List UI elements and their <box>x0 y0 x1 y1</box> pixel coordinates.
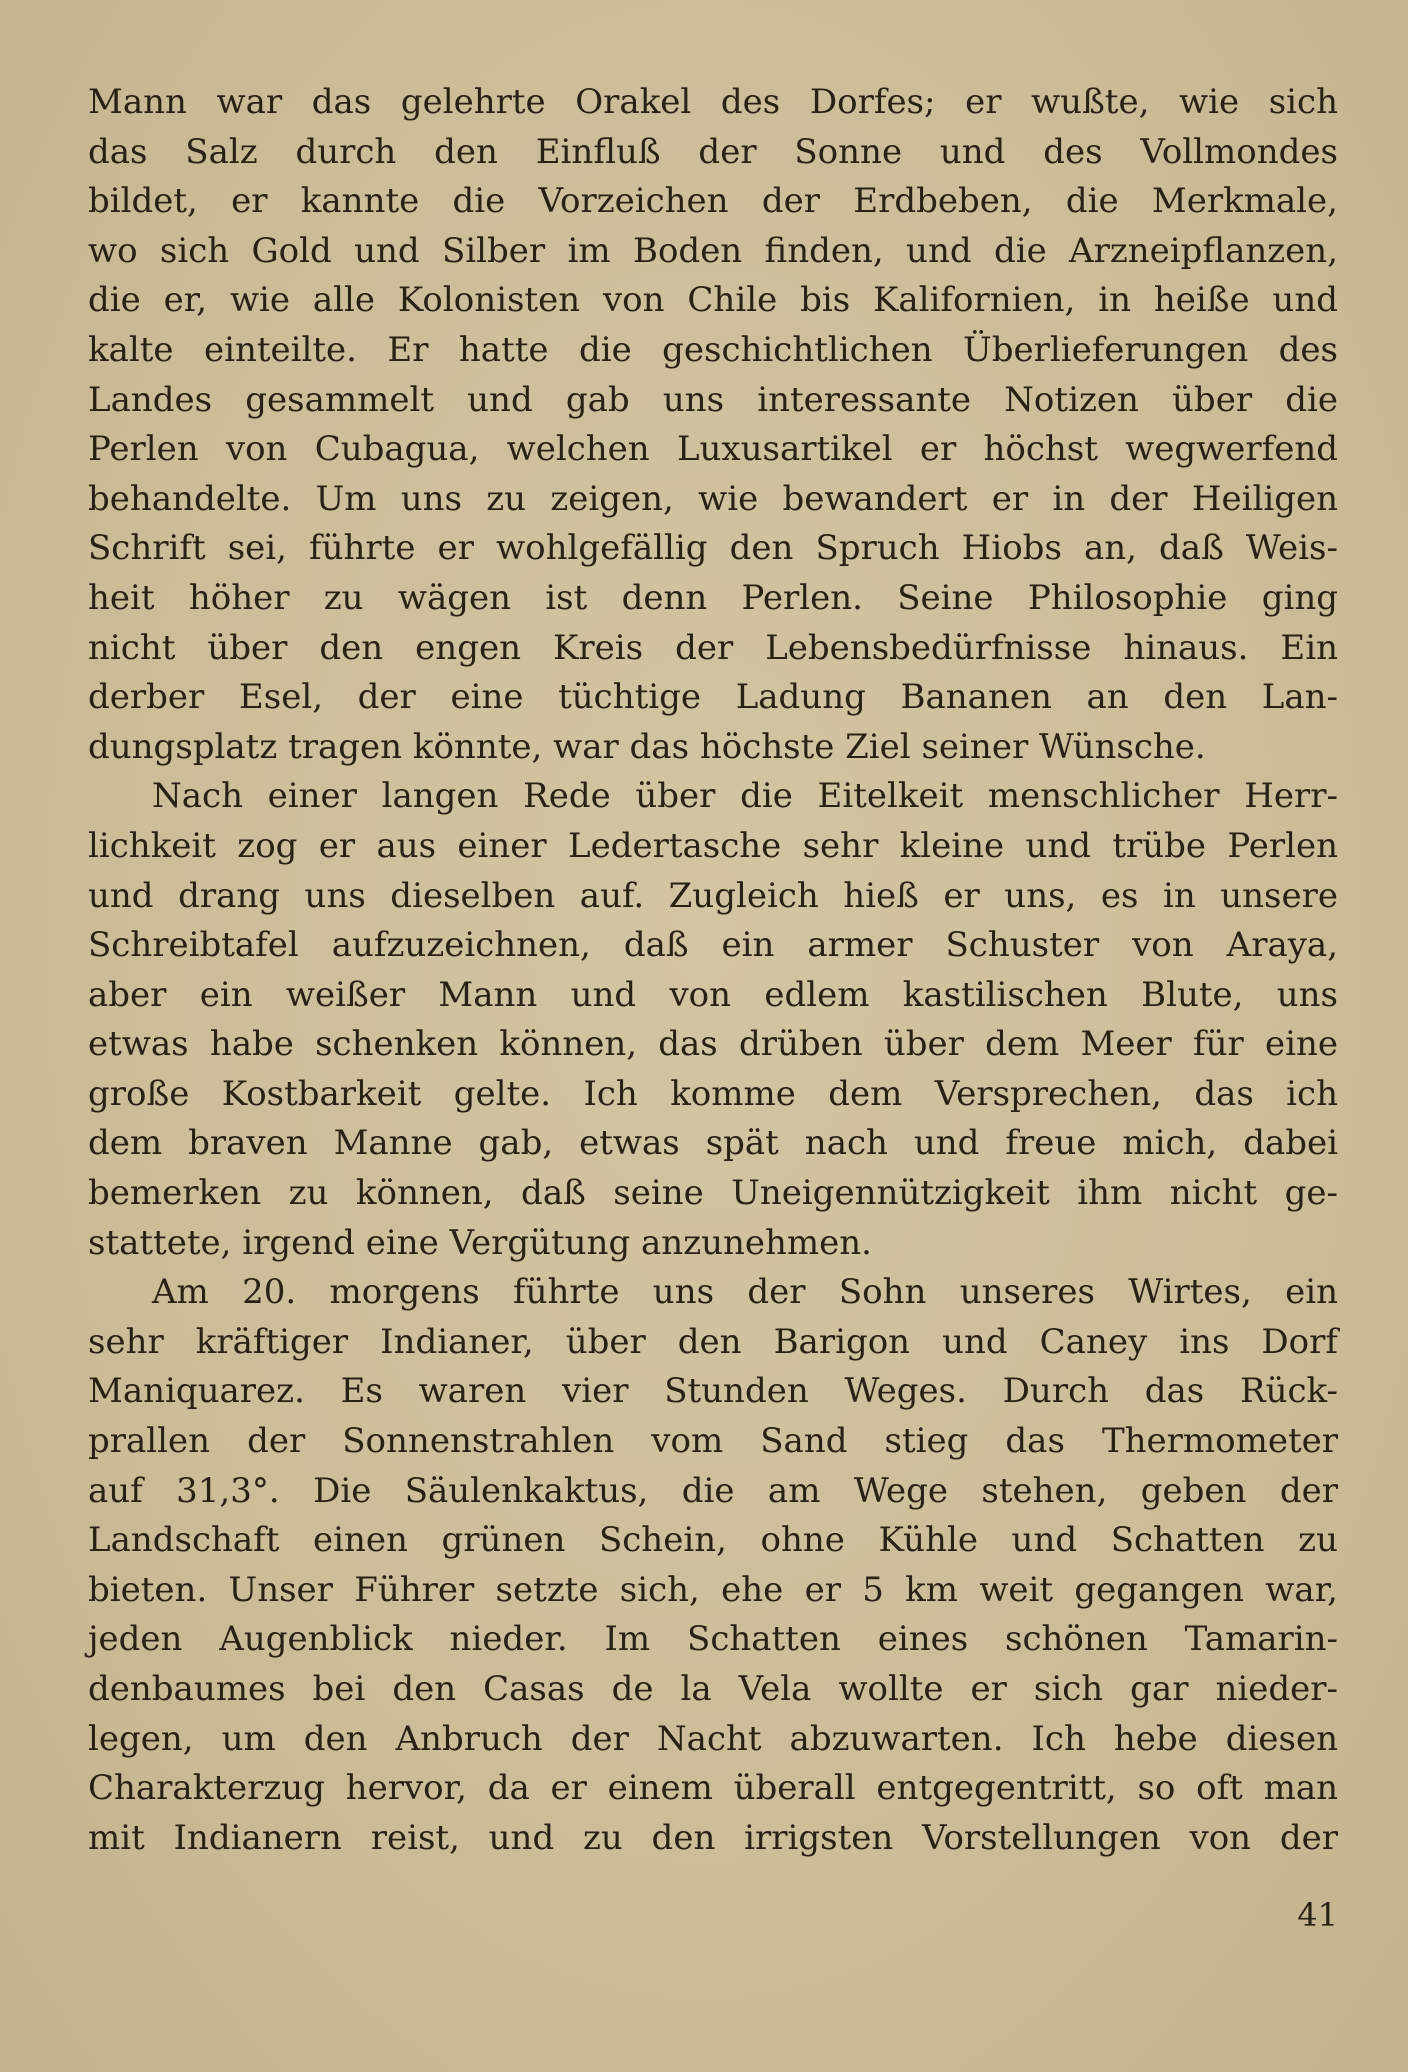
text-line: bieten. Unser Führer setzte sich, ehe er 5 km weit gegangen war, <box>88 1569 1338 1610</box>
text-line: legen, um den Anbruch der Nacht abzuwarten. Ich hebe diesen <box>88 1718 1338 1759</box>
text-line: aber ein weißer Mann und von edlem kastilischen Blute, uns <box>88 974 1338 1015</box>
text-line: Landschaft einen grünen Schein, ohne Kühle und Schatten zu <box>88 1520 1338 1561</box>
text-line: Maniquarez. Es waren vier Stunden Weges. Durch das Rück- <box>88 1371 1338 1412</box>
text-line: heit höher zu wägen ist denn Perlen. Seine Philosophie ging <box>88 577 1338 618</box>
text-line: lichkeit zog er aus einer Ledertasche sehr kleine und trübe Perlen <box>88 825 1338 866</box>
text-line: die er, wie alle Kolonisten von Chile bis Kalifornien, in heiße und <box>88 280 1338 321</box>
text-line: große Kostbarkeit gelte. Ich komme dem Versprechen, das ich <box>88 1073 1338 1114</box>
text-line: wo sich Gold und Silber im Boden finden, und die Arzneipflanzen, <box>88 230 1338 271</box>
text-line: auf 31,3°. Die Säulenkaktus, die am Wege stehen, geben der <box>88 1470 1338 1511</box>
text-line: mit Indianern reist, und zu den irrigsten Vorstellungen von der <box>88 1817 1338 1858</box>
text-line: Perlen von Cubagua, welchen Luxusartikel er höchst wegwerfend <box>88 429 1338 470</box>
text-line: etwas habe schenken können, das drüben über dem Meer für eine <box>88 1024 1338 1065</box>
text-line: denbaumes bei den Casas de la Vela wollte er sich gar nieder- <box>88 1669 1338 1709</box>
text-line: dem braven Manne gab, etwas spät nach und freue mich, dabei <box>88 1123 1338 1164</box>
paragraph-end-line: dungsplatz tragen könnte, war das höchste Ziel seiner Wünsche. <box>88 726 1206 767</box>
text-line: und drang uns dieselben auf. Zugleich hieß er uns, es in unsere <box>88 875 1338 916</box>
text-line: Charakterzug hervor, da er einem überall entgegentritt, so oft man <box>88 1768 1338 1809</box>
text-line: derber Esel, der eine tüchtige Ladung Bananen an den Lan- <box>88 677 1338 718</box>
text-line: sehr kräftiger Indianer, über den Barigon und Caney ins Dorf <box>88 1321 1338 1362</box>
body-text <box>88 78 1338 1863</box>
text-line: nicht über den engen Kreis der Lebensbedürfnisse hinaus. Ein <box>88 627 1338 668</box>
text-line: das Salz durch den Einfluß der Sonne und des Vollmondes <box>88 131 1338 172</box>
text-line: bildet, er kannte die Vorzeichen der Erdbeben, die Merkmale, <box>88 181 1338 222</box>
paragraph-end-line: stattete, irgend eine Vergütung anzunehmen. <box>88 1222 872 1263</box>
text-line: Schreibtafel aufzuzeichnen, daß ein armer Schuster von Araya, <box>88 925 1338 966</box>
text-line: prallen der Sonnenstrahlen vom Sand stieg das Thermometer <box>88 1421 1338 1462</box>
text-line: Mann war das gelehrte Orakel des Dorfes; er wußte, wie sich <box>88 82 1338 122</box>
text-line: jeden Augenblick nieder. Im Schatten eines schönen Tamarin- <box>88 1619 1338 1660</box>
text-line: bemerken zu können, daß seine Uneigennützigkeit ihm nicht ge- <box>88 1173 1338 1214</box>
text-line: Landes gesammelt und gab uns interessante Notizen über die <box>88 379 1338 420</box>
text-line: kalte einteilte. Er hatte die geschichtlichen Überlieferungen des <box>88 329 1338 370</box>
text-line: behandelte. Um uns zu zeigen, wie bewandert er in der Heiligen <box>88 478 1338 519</box>
paragraph-start-line: Nach einer langen Rede über die Eitelkeit menschlicher Herr- <box>152 776 1338 817</box>
paragraph-start-line: Am 20. morgens führte uns der Sohn unseres Wirtes, ein <box>152 1272 1338 1313</box>
page-number: 41 <box>1297 1896 1338 1934</box>
text-line: Schrift sei, führte er wohlgefällig den Spruch Hiobs an, daß Weis- <box>88 528 1338 569</box>
